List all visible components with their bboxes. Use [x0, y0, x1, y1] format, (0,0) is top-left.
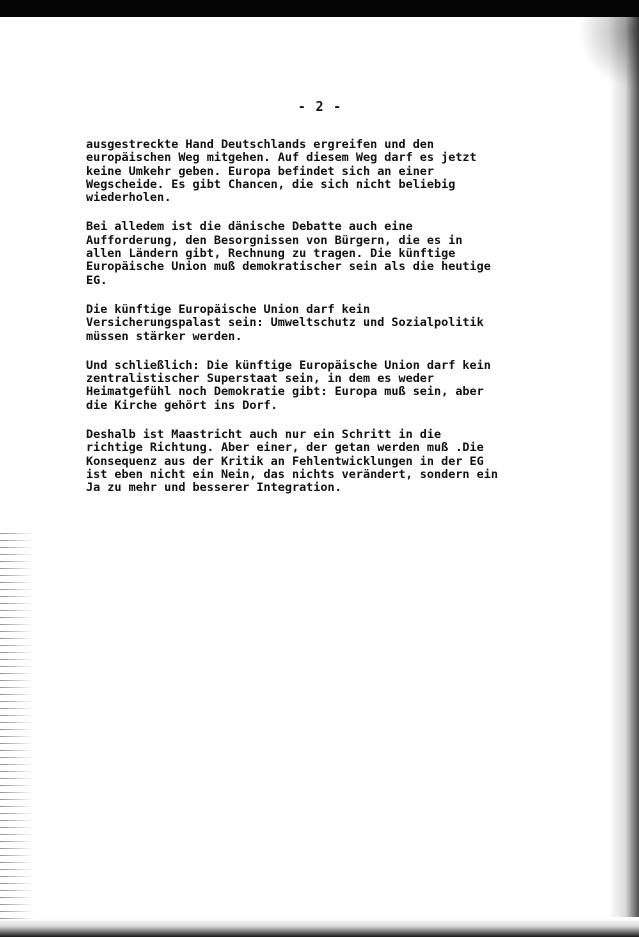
paragraph-1	[86, 138, 526, 204]
scan-right-edge	[609, 17, 639, 917]
paragraph-3	[86, 303, 526, 343]
text-line: Deshalb ist Maastricht auch nur ein Schritt in die	[86, 427, 442, 442]
document-body	[86, 138, 526, 511]
text-line: Konsequenz aus der Kritik an Fehlentwicklungen in der EG	[86, 453, 484, 468]
text-line: Bei alledem ist die dänische Debatte auch eine	[86, 219, 413, 234]
text-line: ist eben nicht ein Nein, das nichts verändert, sondern ein	[86, 466, 498, 481]
text-line: keine Umkehr geben. Europa befindet sich an einer	[86, 163, 435, 178]
text-line: Versicherungspalast sein: Umweltschutz und Sozialpolitik	[86, 315, 484, 330]
text-line: Wegscheide. Es gibt Chancen, die sich nicht beliebig	[86, 176, 456, 191]
text-line: Die künftige Europäische Union darf kein	[86, 301, 371, 316]
text-line: wiederholen.	[86, 190, 172, 205]
page-number: - 2 -	[297, 100, 343, 115]
scan-top-border	[0, 0, 639, 17]
text-line: allen Ländern gibt, Rechnung zu tragen. Die künftige	[86, 246, 456, 261]
text-line: müssen stärker werden.	[86, 328, 243, 343]
text-line: richtige Richtung. Aber einer, der getan werden muß .Die	[86, 440, 484, 455]
paragraph-2	[86, 220, 526, 286]
text-line: die Kirche gehört ins Dorf.	[86, 397, 278, 412]
text-line: EG.	[86, 272, 108, 287]
paragraph-4	[86, 359, 526, 412]
text-line: Heimatgefühl noch Demokratie gibt: Europa muß sein, aber	[86, 384, 484, 399]
text-line: Und schließlich: Die künftige Europäische Union darf kein	[86, 357, 491, 372]
text-line: ausgestreckte Hand Deutschlands ergreifen und den	[86, 137, 435, 151]
text-line: zentralistischer Superstaat sein, in dem es weder	[86, 371, 435, 386]
scan-left-edge	[0, 530, 34, 925]
scan-bottom-edge	[0, 919, 639, 937]
text-line: Ja zu mehr und besserer Integration.	[86, 480, 342, 495]
paragraph-5	[86, 428, 526, 494]
text-line: Europäische Union muß demokratischer sein als die heutige	[86, 259, 491, 274]
text-line: Aufforderung, den Besorgnissen von Bürgern, die es in	[86, 232, 463, 247]
text-line: europäischen Weg mitgehen. Auf diesem Weg darf es jetzt	[86, 150, 477, 165]
